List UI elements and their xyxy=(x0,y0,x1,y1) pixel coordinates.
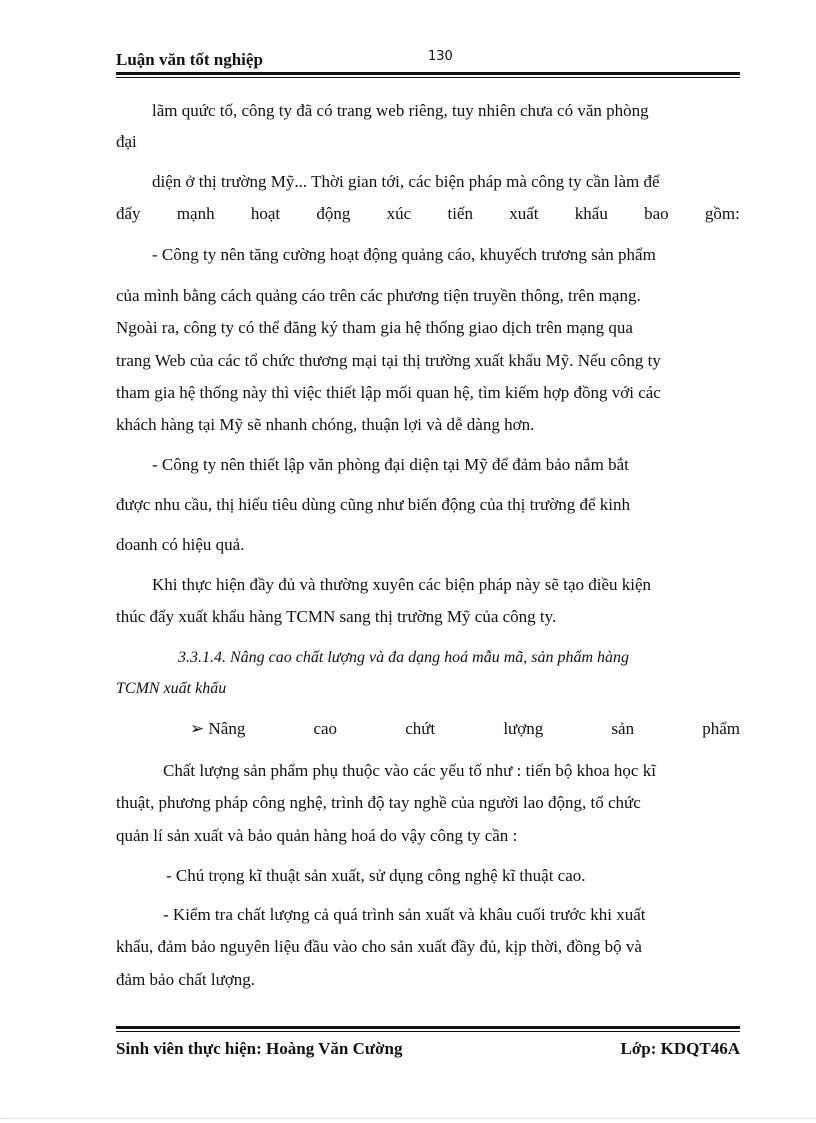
bullet-line: - Công ty nên tăng cường hoạt động quảng cáo, khuyếch trương sản phẩm xyxy=(152,245,656,264)
text-line: trang Web của các tổ chức thương mại tại thị trường xuất khẩu Mỹ. Nếu công ty xyxy=(116,351,661,370)
word: đẩy xyxy=(116,204,141,223)
text-line: của mình bằng cách quảng cáo trên các phương tiện truyền thông, trên mạng. xyxy=(116,286,641,305)
text-line: lãm quức tố, công ty đã có trang web riêng, tuy nhiên chưa có văn phòng xyxy=(152,101,649,120)
subheading-line xyxy=(190,719,740,739)
text-line-justified xyxy=(116,204,740,224)
text-line: thúc đẩy xuất khẩu hàng TCMN sang thị trường Mỹ của công ty. xyxy=(116,607,557,626)
word: cao xyxy=(313,719,338,738)
header-rule-thin xyxy=(116,77,740,78)
bullet-line: - Công ty nên thiết lập văn phòng đại diện tại Mỹ để đảm bảo nắm bắt xyxy=(152,455,629,474)
page-edge-dotted xyxy=(0,1118,816,1119)
text-line: đảm bảo chất lượng. xyxy=(116,970,256,989)
page-number: 130 xyxy=(428,49,453,64)
word: mạnh xyxy=(176,204,215,223)
text-line: tham gia hệ thống này thì việc thiết lập mối quan hệ, tìm kiếm hợp đồng với các xyxy=(116,383,661,402)
text-line: doanh có hiệu quả. xyxy=(116,535,245,554)
word: sản xyxy=(611,719,635,738)
footer-rule-thin xyxy=(116,1031,740,1032)
word: khẩu xyxy=(574,204,608,223)
text-line: khẩu, đảm bảo nguyên liệu đầu vào cho sản xuất đầy đủ, kịp thời, đồng bộ và xyxy=(116,937,642,956)
header-rule-thick xyxy=(116,72,740,75)
word: tiến xyxy=(447,204,473,223)
word: phẩm xyxy=(702,719,740,738)
text-line: - Chú trọng kĩ thuật sản xuất, sử dụng công nghệ kĩ thuật cao. xyxy=(166,866,586,885)
text-line: thuật, phương pháp công nghệ, trình độ tay nghề của người lao động, tổ chức xyxy=(116,793,641,812)
section-heading: 3.3.1.4. Nâng cao chất lượng và đa dạng hoá mẫu mã, sản phẩm hàng xyxy=(178,649,630,666)
word: bao xyxy=(644,204,669,223)
footer-rule-thick xyxy=(116,1026,740,1029)
word: chứt xyxy=(405,719,436,738)
text-line: Chất lượng sản phẩm phụ thuộc vào các yếu tố như : tiến bộ khoa học kĩ xyxy=(163,761,656,780)
running-header-title: Luận văn tốt nghiệp xyxy=(116,50,263,69)
text-line: đại xyxy=(116,132,137,151)
section-heading-cont: TCMN xuất khẩu xyxy=(116,680,227,697)
word: xuất xyxy=(509,204,539,223)
word: động xyxy=(316,204,351,223)
footer-student: Sinh viên thực hiện: Hoàng Văn Cường xyxy=(116,1039,403,1058)
word: hoạt xyxy=(250,204,281,223)
footer-class: Lớp: KDQT46A xyxy=(620,1039,740,1058)
text-line: quản lí sản xuất và bảo quản hàng hoá do vậy công ty cần : xyxy=(116,826,518,845)
text-line: khách hàng tại Mỹ sẽ nhanh chóng, thuận lợi và dễ dàng hơn. xyxy=(116,415,535,434)
text-line: Ngoài ra, công ty có thể đăng ký tham gia hệ thống giao dịch trên mạng qua xyxy=(116,318,633,337)
word: ➢ Nâng xyxy=(190,719,246,738)
text-line: Khi thực hiện đầy đủ và thường xuyên các biện pháp này sẽ tạo điều kiện xyxy=(152,575,652,594)
text-line: - Kiểm tra chất lượng cả quá trình sản xuất và khâu cuối trước khi xuất xyxy=(163,905,646,924)
text-line: diện ở thị trường Mỹ... Thời gian tới, các biện pháp mà công ty cần làm để xyxy=(152,172,660,191)
word: gồm: xyxy=(704,204,740,223)
word: lượng xyxy=(503,719,544,738)
text-line: được nhu cầu, thị hiếu tiêu dùng cũng như biến động của thị trường để kinh xyxy=(116,495,630,514)
word: xúc xyxy=(386,204,412,223)
